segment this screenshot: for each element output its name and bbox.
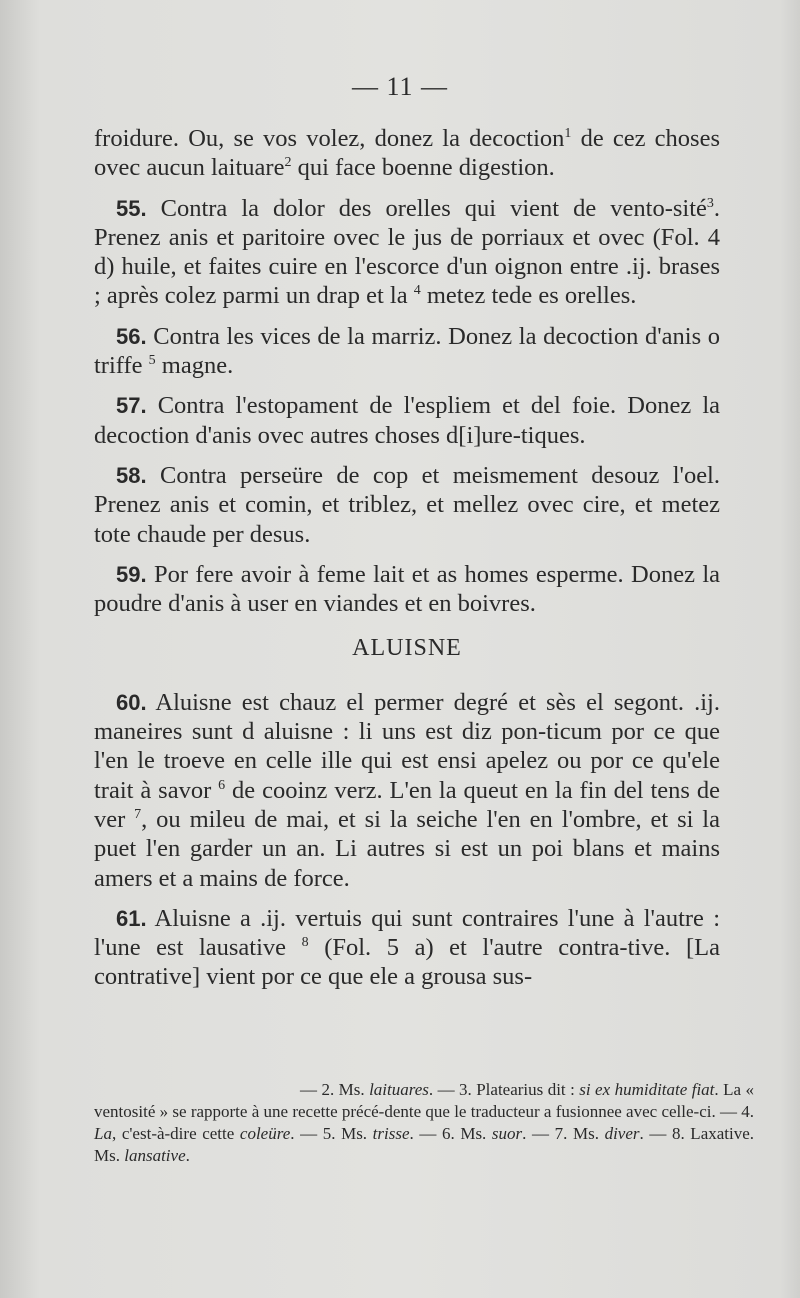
footnote-text: , c'est-à-dire cette xyxy=(111,1124,240,1143)
paragraph-text: (Fol. 5 a) et l'autre contra-tive. [La contrative] vient por ce que ele a grousa sus- xyxy=(94,934,721,991)
footnote-italic: suor xyxy=(491,1124,523,1143)
paragraph-text: froidure. Ou, se vos volez, donez la decoction xyxy=(94,125,565,152)
paragraph-continuation xyxy=(94,124,720,183)
paragraph-58 xyxy=(94,461,720,549)
footnote-indent xyxy=(94,1080,300,1099)
page-number: — 11 — xyxy=(351,72,449,101)
footnote-italic: diver xyxy=(604,1124,640,1143)
paragraph-number: 61. xyxy=(116,905,147,931)
paragraph-text: . Prenez anis et paritoire ovec le jus de porriaux et ovec (Fol. 4 d) huile, et faites cuire en l'escorce d'un oignon entre .ij. brases ; après colez parmi un drap et la xyxy=(94,194,720,310)
footnote-italic: coleüre xyxy=(239,1124,291,1143)
paragraph-number: 58. xyxy=(116,462,147,488)
paragraph-text: Contra la dolor des orelles qui vient de vento-sité xyxy=(146,194,707,222)
footnote-ref[interactable]: 6 xyxy=(218,777,226,793)
paragraph-57 xyxy=(94,391,720,450)
footnote-ref[interactable]: 7 xyxy=(134,806,142,822)
paragraph-number: 59. xyxy=(116,561,147,587)
footnote-ref[interactable]: 5 xyxy=(148,353,156,369)
footnote-ref[interactable]: 1 xyxy=(564,126,572,141)
footnote-italic: si ex humiditate fiat xyxy=(579,1080,715,1099)
paragraph-61 xyxy=(94,904,720,992)
paragraph-60 xyxy=(94,688,720,893)
footnote-text: . — 5. Ms. xyxy=(290,1124,373,1143)
footnote-italic: La xyxy=(94,1124,112,1143)
paragraph-text: de cooinz verz. L'en la queut en la fin del tens de ver xyxy=(94,776,720,833)
paragraph-text: Aluisne est chauz el permer degré et sès el segont. .ij. maneires sunt d aluisne : li uns est diz pon-ticum por ce que l'en le troeve en celle ille qui est ensi apelez ou por ce qu'ele trait à savor xyxy=(94,688,720,804)
footnote-text: . — 6. Ms. xyxy=(409,1124,492,1143)
footnote-text: . — 7. Ms. xyxy=(522,1124,605,1143)
footnote-italic: laituares xyxy=(369,1080,429,1099)
footnote-italic: trisse xyxy=(372,1124,410,1143)
paragraph-text: Contra l'estopament de l'espliem et del foie. Donez la decoction d'anis ovec autres choses d[i]ure-tiques. xyxy=(94,392,720,449)
paragraph-number: 60. xyxy=(116,689,147,715)
paragraph-55 xyxy=(94,194,720,311)
footnote-ref[interactable]: 8 xyxy=(301,935,309,951)
paragraph-number: 55. xyxy=(116,195,147,221)
footnote-text: . xyxy=(185,1146,190,1165)
paragraph-text: Por fere avoir à feme lait et as homes esperme. Donez la poudre d'anis à user en viandes et en boivres. xyxy=(94,560,720,618)
paragraph-text: Contra perseüre de cop et meismement desouz l'oel. Prenez anis et comin, et triblez, et mellez ovec cire, et metez tote chaude per desus. xyxy=(94,461,720,548)
paragraph-text: de cez choses ovec aucun laituare xyxy=(94,125,720,182)
paragraph-text: qui face boenne digestion. xyxy=(291,154,555,182)
footnote-text: . La « ventosité » se rapporte à une recette précé-dente que le traducteur a fusionnee avec celle-ci. — 4. xyxy=(94,1080,754,1121)
paragraph-56 xyxy=(94,322,720,381)
paragraph-59 xyxy=(94,560,720,619)
footnotes xyxy=(94,1079,754,1167)
footnote-ref[interactable]: 2 xyxy=(284,155,292,171)
footnote-text: . — 3. Platearius dit : xyxy=(428,1080,580,1099)
section-heading: ALUISNE xyxy=(352,635,462,662)
paragraph-number: 57. xyxy=(116,393,147,419)
paragraph-text: Aluisne a .ij. vertuis qui sunt contraires l'une à l'autre : l'une est lausative xyxy=(94,904,720,962)
paragraph-number: 56. xyxy=(116,323,147,349)
footnote-italic: lansative xyxy=(124,1146,186,1165)
footnote-text: — 2. Ms. xyxy=(300,1080,370,1099)
paragraph-text: , ou mileu de mai, et si la seiche l'en en l'ombre, et si la puet l'en garder un an. Li autres si est un poi blans et mains amers et a mains de force. xyxy=(94,805,720,892)
paragraph-text: magne. xyxy=(155,352,234,380)
paragraph-text: Contra les vices de la marriz. Donez la decoction d'anis o triffe xyxy=(94,322,720,380)
main-text xyxy=(94,124,720,1003)
footnote-text: . — 8. Laxative. Ms. xyxy=(94,1124,755,1165)
footnote-ref[interactable]: 4 xyxy=(413,283,421,299)
paragraph-text: metez tede es orelles. xyxy=(420,282,637,310)
footnote-ref[interactable]: 3 xyxy=(706,195,714,211)
